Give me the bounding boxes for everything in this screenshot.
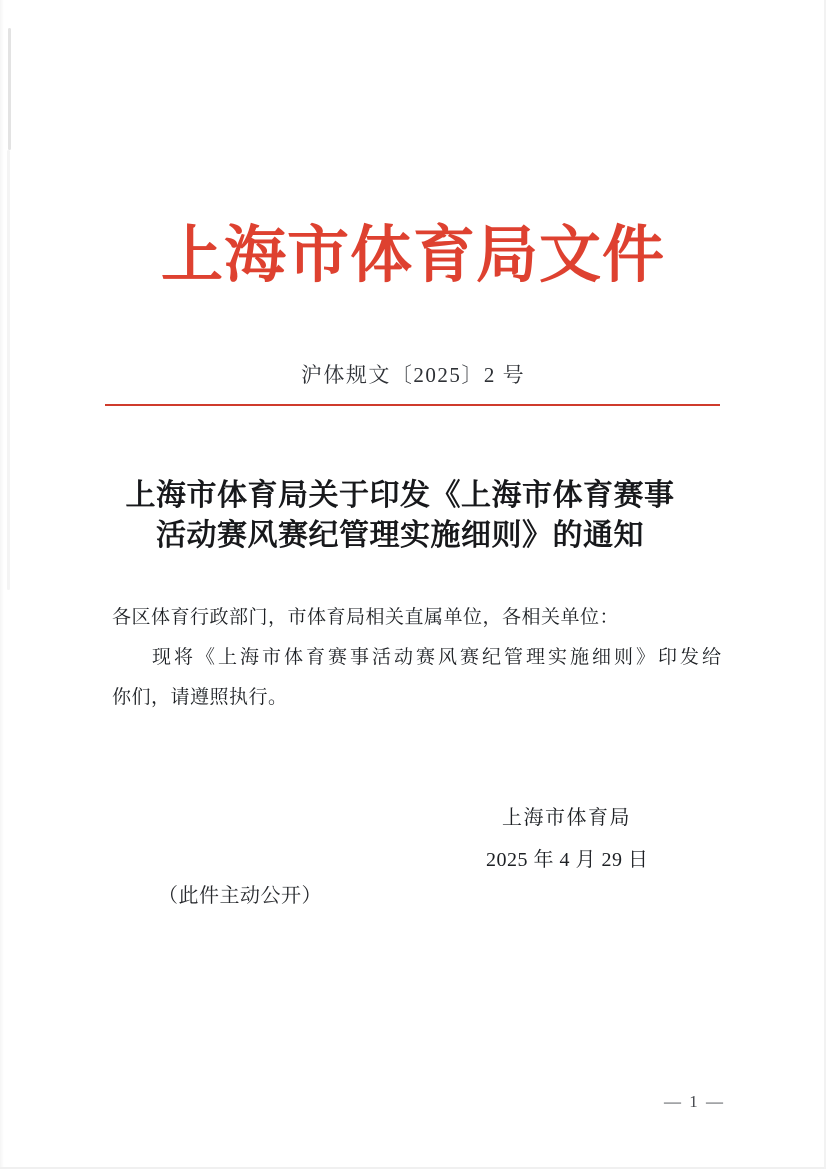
- scan-artifact-left-strip: [0, 0, 4, 1169]
- agency-letterhead-title: 上海市体育局文件: [160, 222, 665, 290]
- red-divider-line: [105, 404, 720, 406]
- body-salutation: 各区体育行政部门，市体育局相关直属单位，各相关单位：: [112, 607, 620, 628]
- disclosure-note: （此件主动公开）: [158, 885, 322, 907]
- document-title-line1: 上海市体育局关于印发《上海市体育赛事: [125, 479, 675, 512]
- scan-artifact-mark: [8, 28, 11, 150]
- body-paragraph-line2: 你们，请遵照执行。: [112, 687, 288, 708]
- document-reference-number: 沪体规文〔2025〕2 号: [300, 363, 526, 387]
- signature-agency: 上海市体育局: [502, 807, 631, 829]
- document-title-line2: 活动赛风赛纪管理实施细则》的通知: [156, 519, 644, 552]
- document-title: [37, 476, 763, 556]
- page-number: — 1 —: [664, 1092, 725, 1111]
- document-body: [112, 598, 728, 718]
- signature-date: 2025 年 4 月 29 日: [486, 849, 649, 871]
- body-paragraph-line1: 现将《上海市体育赛事活动赛风赛纪管理实施细则》印发给: [152, 647, 725, 668]
